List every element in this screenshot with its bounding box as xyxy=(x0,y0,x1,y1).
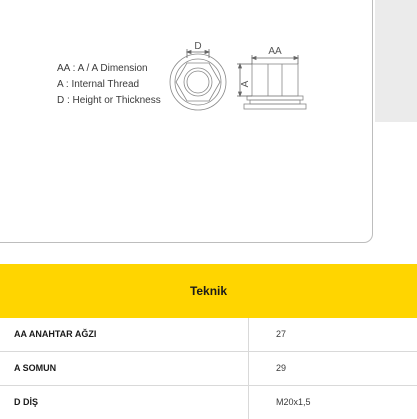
legend-line-a: A : Internal Thread xyxy=(57,79,140,90)
legend-line-d: D : Height or Thickness xyxy=(57,95,161,106)
spec-name: AA ANAHTAR AĞZI xyxy=(14,329,97,339)
table-row xyxy=(0,352,417,386)
technical-header xyxy=(0,264,417,318)
spec-table xyxy=(0,318,417,419)
table-row xyxy=(0,386,417,419)
nut-side-view xyxy=(244,64,306,109)
column-divider xyxy=(248,386,249,419)
spec-name: D DİŞ xyxy=(14,397,39,407)
d-label: D xyxy=(194,41,202,52)
a-label: A xyxy=(240,80,251,88)
nut-top-view xyxy=(170,54,226,110)
aa-label: AA xyxy=(268,46,282,57)
spec-value: M20x1,5 xyxy=(276,397,311,407)
a-dimension-marker xyxy=(237,64,252,96)
column-divider xyxy=(248,352,249,386)
legend-line-aa: AA : A / A Dimension xyxy=(57,63,148,74)
table-row xyxy=(0,318,417,352)
section-title: Teknik xyxy=(189,284,228,298)
column-divider xyxy=(248,318,249,352)
spec-value: 27 xyxy=(276,329,287,339)
spec-name: A SOMUN xyxy=(14,363,57,373)
spec-value: 29 xyxy=(276,363,287,373)
